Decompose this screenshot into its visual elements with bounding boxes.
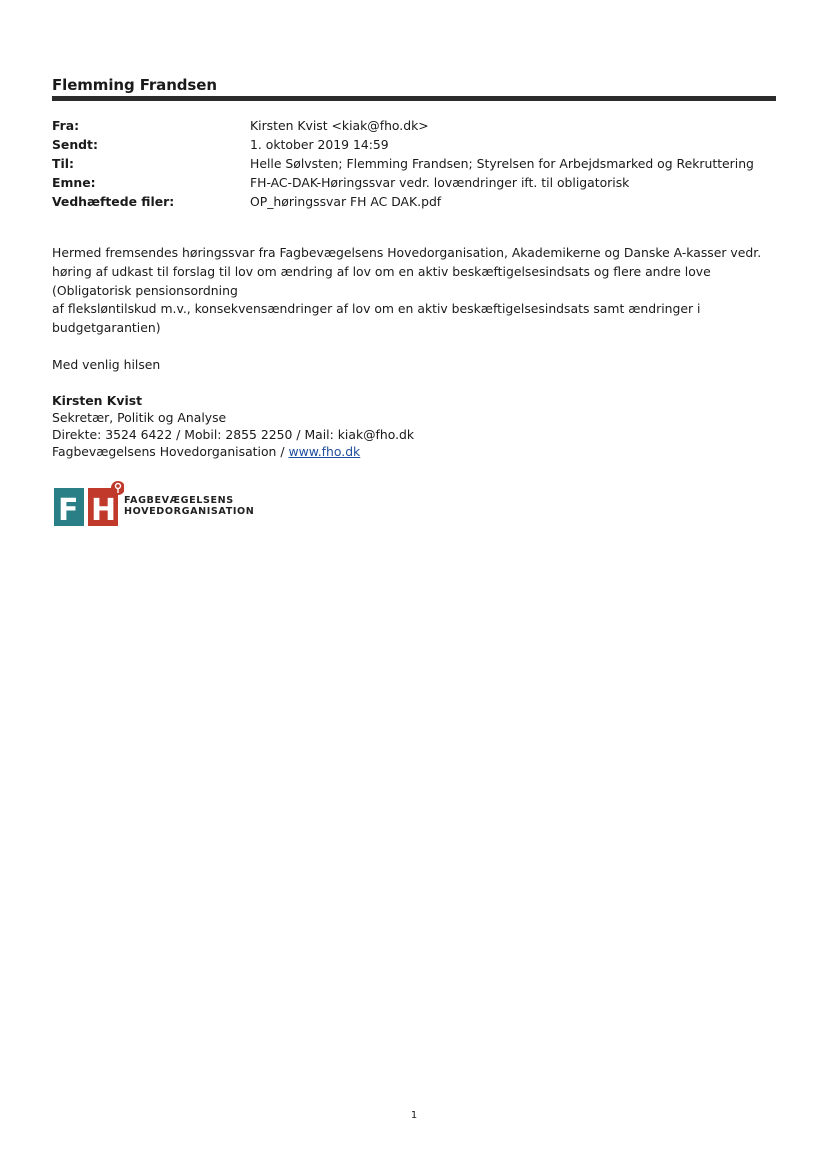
signature-title: Sekretær, Politik og Analyse	[52, 410, 227, 425]
to-value: Helle Sølvsten; Flemming Frandsen; Styrelsen for Arbejdsmarked og Rekruttering	[250, 156, 754, 171]
header-row-subject	[52, 173, 776, 192]
signature-org-name: Fagbevægelsens Hovedorganisation /	[52, 444, 289, 459]
greeting: Med venlig hilsen	[52, 357, 161, 372]
body-line: af fleksløntilskud m.v., konsekvensændringer af lov om en aktiv beskæftigelsesindsats samt ændringer i	[52, 301, 701, 317]
subject-value: FH-AC-DAK-Høringssvar vedr. lovændringer ift. til obligatorisk	[250, 175, 630, 190]
svg-text:F: F	[58, 493, 79, 528]
sent-value: 1. oktober 2019 14:59	[250, 137, 389, 152]
body-line: Hermed fremsendes høringssvar fra Fagbevægelsens Hovedorganisation, Akademikerne og Danske A-kasser vedr.	[52, 245, 762, 260]
header-row-attachments	[52, 192, 776, 211]
email-headers	[52, 116, 776, 211]
body-line: (Obligatorisk pensionsordning	[52, 282, 238, 298]
from-value: Kirsten Kvist <kiak@fho.dk>	[250, 118, 429, 133]
header-row-from	[52, 116, 776, 135]
logo-wordmark: FAGBEVÆGELSENS HOVEDORGANISATION	[124, 495, 255, 517]
website-link[interactable]: www.fho.dk	[288, 444, 361, 459]
to-label: Til:	[52, 156, 74, 171]
signature	[52, 392, 414, 460]
fh-logo	[54, 480, 274, 530]
signature-contact: Direkte: 3524 6422 / Mobil: 2855 2250 / Mail: kiak@fho.dk	[52, 427, 415, 442]
page-number: 1	[410, 1110, 418, 1121]
subject-label: Emne:	[52, 175, 96, 190]
header-rule	[52, 96, 776, 101]
signature-org	[52, 443, 414, 460]
header-row-to	[52, 154, 776, 173]
svg-text:H: H	[91, 493, 117, 528]
sent-label: Sendt:	[52, 137, 98, 152]
attachment-filename: OP_høringssvar FH AC DAK.pdf	[250, 194, 442, 209]
body-line: budgetgarantien)	[52, 320, 161, 336]
attachments-label: Vedhæftede filer:	[52, 194, 175, 209]
signature-name: Kirsten Kvist	[52, 393, 143, 408]
body-line: høring af udkast til forslag til lov om ændring af lov om en aktiv beskæftigelsesindsats og flere andre love	[52, 263, 711, 279]
email-body	[52, 244, 772, 338]
mailbox-owner-name: Flemming Frandsen	[52, 76, 217, 94]
header-row-sent	[52, 135, 776, 154]
fh-logo-mark	[54, 480, 124, 530]
from-label: Fra:	[52, 118, 80, 133]
